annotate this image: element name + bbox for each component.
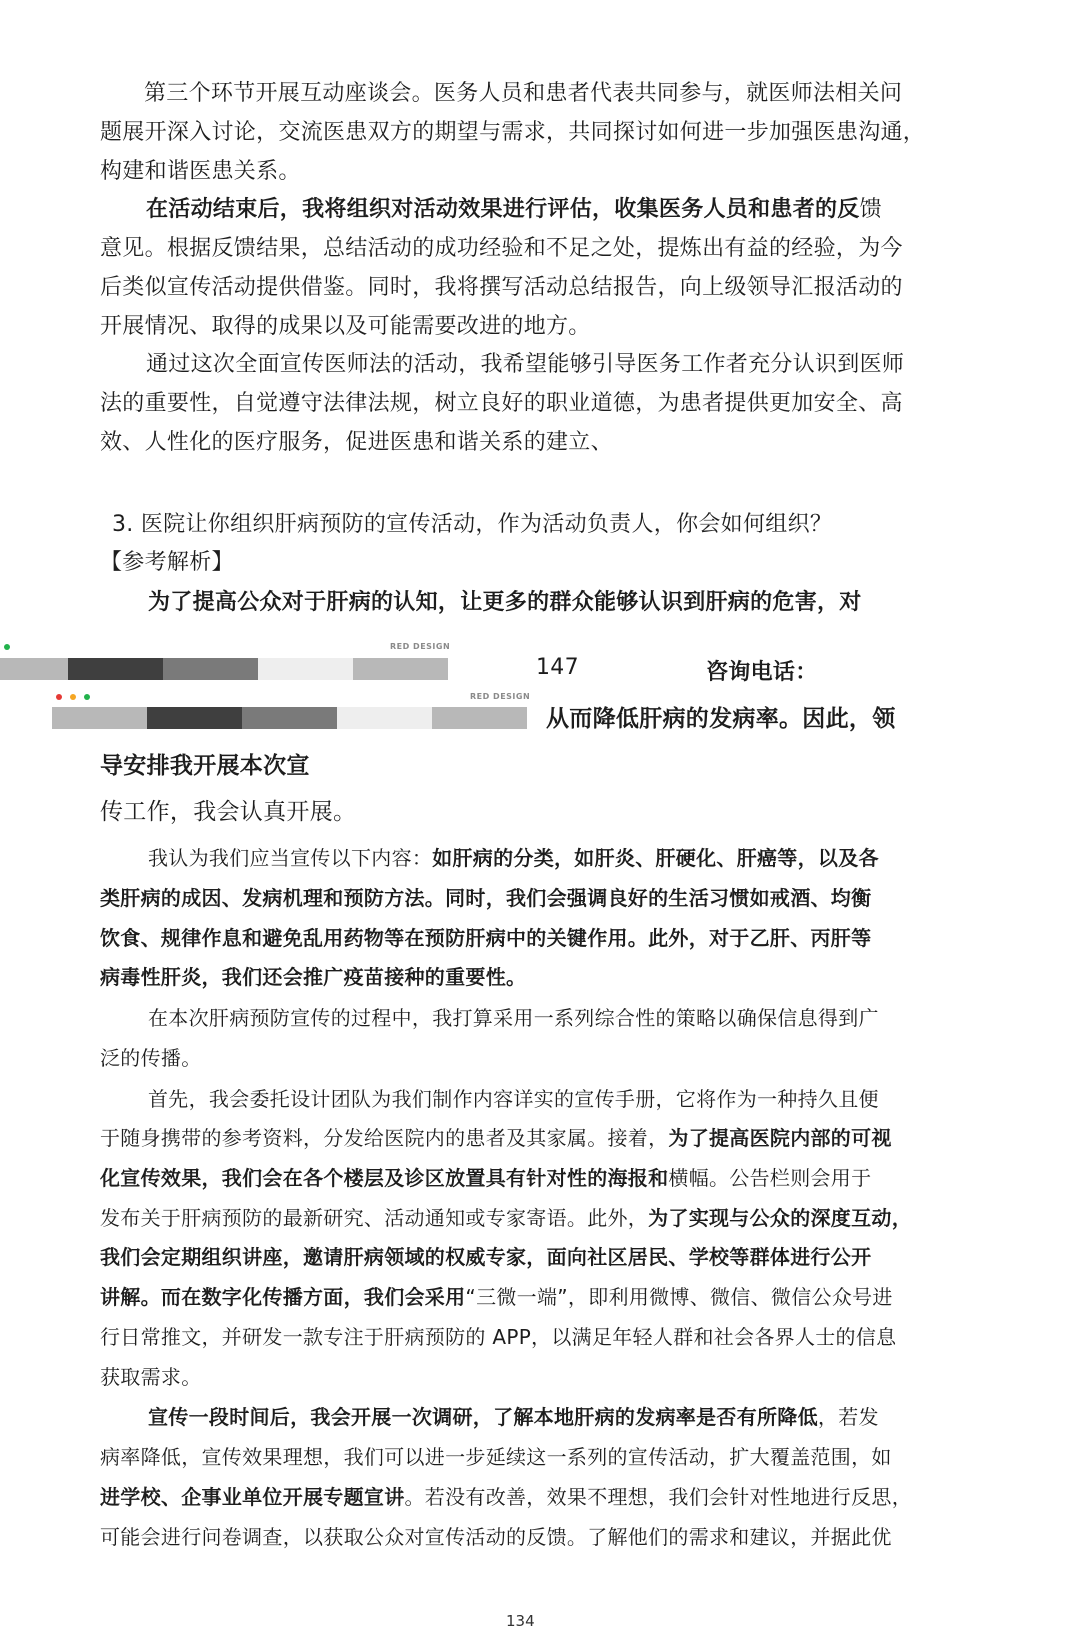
banner-bar-2b <box>147 707 242 729</box>
p5-line-2: 泛的传播。 <box>100 1046 202 1070</box>
orange-dot <box>70 694 76 700</box>
banner-bar-2e <box>432 707 527 729</box>
brand-label-1: RED DESIGN <box>390 642 451 651</box>
p6-line-5: 我们会定期组织讲座，邀请肝病领域的权威专家，面向社区居民、学校等群体进行公开 <box>100 1245 872 1269</box>
p7-line-3-bold: 进学校、企事业单位开展专题宣讲 <box>100 1485 405 1509</box>
banner-bar-1e <box>353 658 448 680</box>
p6-line-6-plain: “三微一端”，即利用微博、微信、微信公众号进 <box>465 1285 893 1309</box>
p6-line-1: 首先，我会委托设计团队为我们制作内容详实的宣传手册，它将作为一种持久且便 <box>148 1087 879 1111</box>
p3-line-3: 效、人性化的医疗服务，促进医患和谐关系的建立、 <box>100 430 613 455</box>
question-text: 3. 医院让你组织肝病预防的宣传活动，作为活动负责人，你会如何组织？ <box>112 512 833 537</box>
p1-line-1: 第三个环节开展互动座谈会。医务人员和患者代表共同参与，就医师法相关问 <box>144 81 903 106</box>
p2-line-4: 开展情况、取得的成果以及可能需要改进的地方。 <box>100 314 591 339</box>
p6-line-8: 获取需求。 <box>100 1365 202 1389</box>
p6-line-2-bold: 为了提高医院内部的可视 <box>668 1126 892 1150</box>
red-dot <box>56 694 62 700</box>
p6-line-3-plain: 横幅。公告栏则会用于 <box>668 1166 872 1190</box>
p2-line-1-bold: 在活动结束后，我将组织对活动效果进行评估，收集医务人员和患者的反 <box>146 197 860 222</box>
banner-bar-2c <box>242 707 337 729</box>
p4-line-1-plain: 我认为我们应当宣传以下内容： <box>148 846 433 870</box>
banner-bar-1d <box>258 658 353 680</box>
p7-line-3-plain: 。若没有改善，效果不理想，我们会针对性地进行反思， <box>404 1485 912 1509</box>
p6-line-4 <box>100 1202 912 1231</box>
p6-line-4-bold: 为了实现与公众的深度互动， <box>648 1206 913 1230</box>
p4-line-1-bold: 如肝病的分类，如肝炎、肝硬化、肝癌等，以及各 <box>432 846 879 870</box>
reference-label: 【参考解析】 <box>100 550 234 575</box>
banner-bar-1b <box>68 658 163 680</box>
answer-line-3: 导安排我开展本次宣 <box>100 753 310 779</box>
p2-line-1 <box>146 192 882 223</box>
p3-line-1: 通过这次全面宣传医师法的活动，我希望能够引导医务工作者充分认识到医师 <box>146 352 905 377</box>
p7-line-2: 病率降低，宣传效果理想，我们可以进一步延续这一系列的宣传活动，扩大覆盖范围，如 <box>100 1445 892 1469</box>
p4-line-3: 饮食、规律作息和避免乱用药物等在预防肝病中的关键作用。此外，对于乙肝、丙肝等 <box>100 926 872 950</box>
p3-line-2: 法的重要性，自觉遵守法律法规，树立良好的职业道德，为患者提供更加安全、高 <box>100 391 903 416</box>
brand-label-2: RED DESIGN <box>470 692 531 701</box>
answer-line-1: 为了提高公众对于肝病的认知，让更多的群众能够认识到肝病的危害，对 <box>148 590 862 615</box>
page-number: 134 <box>506 1612 535 1630</box>
answer-line-2: 从而降低肝病的发病率。因此，领 <box>546 706 896 732</box>
banner-bar-2a <box>52 707 147 729</box>
p6-line-6-bold: 讲解。而在数字化传播方面，我们会采用 <box>100 1285 466 1309</box>
p2-line-2: 意见。根据反馈结果，总结活动的成功经验和不足之处，提炼出有益的经验，为今 <box>100 236 903 261</box>
p6-line-7: 行日常推文，并研发一款专注于肝病预防的 APP，以满足年轻人群和社会各界人士的信息 <box>100 1325 897 1349</box>
phone-label: 咨询电话： <box>706 660 818 685</box>
p6-line-2-plain: 于随身携带的参考资料，分发给医院内的患者及其家属。接着， <box>100 1126 669 1150</box>
p4-line-1 <box>148 842 879 871</box>
p6-line-3 <box>100 1162 871 1191</box>
p2-line-1-tail: 馈 <box>859 197 882 222</box>
banner-bar-2d <box>337 707 432 729</box>
banner-bar-1c <box>163 658 258 680</box>
p7-line-4: 可能会进行问卷调查，以获取公众对宣传活动的反馈。了解他们的需求和建议，并据此优 <box>100 1525 892 1549</box>
p6-line-4-plain: 发布关于肝病预防的最新研究、活动通知或专家寄语。此外， <box>100 1206 649 1230</box>
p1-line-2: 题展开深入讨论，交流医患双方的期望与需求，共同探讨如何进一步加强医患沟通， <box>100 120 926 145</box>
banner-bar-1a <box>0 658 68 680</box>
green-dot <box>4 644 10 650</box>
p7-line-1 <box>148 1401 879 1430</box>
p4-line-2: 类肝病的成因、发病机理和预防方法。同时，我们会强调良好的生活习惯如戒酒、均衡 <box>100 886 872 910</box>
answer-line-4: 传工作，我会认真开展。 <box>100 799 357 825</box>
p6-line-2 <box>100 1122 892 1151</box>
p5-line-1: 在本次肝病预防宣传的过程中，我打算采用一系列综合性的策略以确保信息得到广 <box>148 1006 879 1030</box>
p7-line-3 <box>100 1481 912 1510</box>
green-dot-2 <box>84 694 90 700</box>
p6-line-6 <box>100 1281 893 1310</box>
p7-line-1-plain: ，若发 <box>817 1405 879 1429</box>
p1-line-3: 构建和谐医患关系。 <box>100 159 301 184</box>
overlay-number: 147 <box>536 655 579 680</box>
p7-line-1-bold: 宣传一段时间后，我会开展一次调研，了解本地肝病的发病率是否有所降低 <box>148 1405 818 1429</box>
p2-line-3: 后类似宣传活动提供借鉴。同时，我将撰写活动总结报告，向上级领导汇报活动的 <box>100 275 903 300</box>
p4-line-4: 病毒性肝炎，我们还会推广疫苗接种的重要性。 <box>100 965 527 989</box>
p6-line-3-bold: 化宣传效果，我们会在各个楼层及诊区放置具有针对性的海报和 <box>100 1166 669 1190</box>
